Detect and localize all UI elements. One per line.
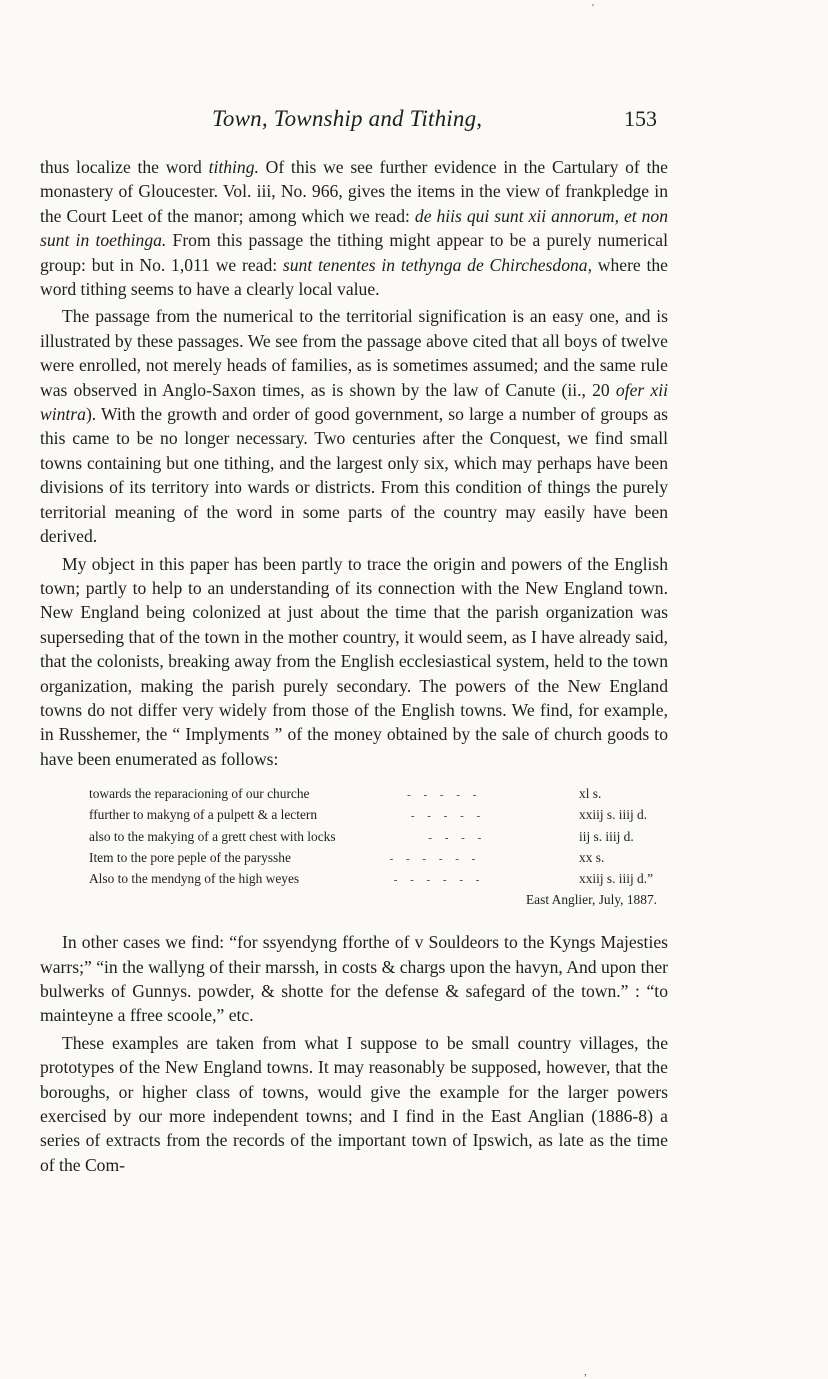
scan-speck: ' <box>592 2 594 14</box>
expense-item <box>89 805 667 826</box>
expense-leader: - - - - - - <box>393 873 485 886</box>
expense-leader: - - - - - - <box>389 852 481 865</box>
paragraph-1-text-3: From this passage the tithing might appear to be a purely numerical group: but in No. 1,011 we read: <box>40 230 668 275</box>
source-citation: East Anglier, July, 1887. <box>525 892 657 908</box>
expense-amount: xxiij s. iiij d.” <box>579 870 654 886</box>
expense-description: also to the makying of a grett chest with locks <box>89 828 336 844</box>
page-number: 153 <box>624 106 657 131</box>
expense-item <box>89 869 667 890</box>
expense-amount: iij s. iiij d. <box>579 828 634 844</box>
paragraph-1-latin-quote: de hiis qui sunt xii annorum, et non sunt in toethinga. <box>40 205 668 251</box>
paragraph-1-text: thus localize the word <box>40 157 209 177</box>
expense-description: Also to the mendyng of the high weyes <box>89 870 300 886</box>
paragraph-1-text-2: Of this we see further evidence in the Cartulary of the monastery of Gloucester. Vol. iii, No. 966, gives the items in the view of frankpledge in the Court Leet of the manor; among which we read: <box>40 157 668 226</box>
expense-description: Item to the pore peple of the parysshe <box>89 849 291 865</box>
expense-leader: - - - - - <box>407 789 482 802</box>
paragraph-1-latin-quote-2: sunt tenentes in tethynga de Chirchesdona, <box>282 254 592 275</box>
expense-leader: - - - - - <box>410 810 486 823</box>
page-body <box>40 155 668 1177</box>
expense-description: towards the reparacioning of our churche <box>89 786 310 802</box>
expense-item <box>89 784 667 805</box>
paragraph-2-text-2: ). With the growth and order of good government, so large a number of groups as this came to be no longer necessary. Two centuries after the Conquest, we find small towns containing but one tithing, and the largest only six, which may perhaps have been divisions of its territory into wards or districts. From this condition of things the purely territorial meaning of the word in some parts of the country may easily have been derived. <box>40 404 668 547</box>
expense-amount: xx s. <box>579 849 605 865</box>
running-title: Town, Township and Tithing, <box>212 106 483 131</box>
paragraph-2-latin-phrase: ofer xii wintra <box>40 379 669 425</box>
page-header <box>0 106 828 136</box>
expense-amount: xl s. <box>579 786 602 802</box>
scan-speck: , <box>584 1366 587 1378</box>
paragraph-2-text: The passage from the numerical to the territorial signification is an easy one, and is illustrated by these passages. We see from the passage above cited that all boys of twelve were enrolled, not merely heads of families, as is sometimes assumed; and the same rule was observed in Anglo-Saxon times, as is shown by the law of Canute (ii., 20 <box>40 306 668 400</box>
expense-list <box>40 784 668 890</box>
paragraph-4: In other cases we find: “for ssyendyng fforthe of v Souldeors to the Kyngs Majesties warrs;” “in the wallyng of their marssh, in costs & chargs upon the havyn, And upon ther bulwerks of Gunnys. powder, & shotte for the defense & safegard of the town.” : “to mainteyne a ffree scoole,” etc. <box>40 932 668 1026</box>
paragraph-1-italic-term: tithing. <box>208 157 259 177</box>
expense-item <box>89 848 667 869</box>
expense-description: ffurther to makyng of a pulpett & a lectern <box>89 807 318 823</box>
paragraph-1-text-4: where the word tithing seems to have a clearly local value. <box>40 254 668 300</box>
paragraph-3: My object in this paper has been partly to trace the origin and powers of the English town; partly to help to an understanding of its connection with the New England town. New England being colonized at just about the time that the parish organization was superseding that of the town in the mother country, it would seem, as I have already said, that the colonists, breaking away from the English ecclesiastical system, held to the town organization, making the parish purely secondary. The powers of the New England towns do not differ very widely from those of the English towns. We find, for example, in Russhemer, the “ Implyments ” of the money obtained by the sale of church goods to have been enumerated as follows: <box>40 553 668 769</box>
expense-leader: - - - - <box>428 831 487 844</box>
expense-amount: xxiij s. iiij d. <box>579 807 648 823</box>
paragraph-2 <box>40 304 668 548</box>
paragraph-5: These examples are taken from what I suppose to be small country villages, the prototypes of the New England towns. It may reasonably be supposed, however, that the boroughs, or higher class of towns, would give the example for the larger powers exercised by our more independent towns; and I find in the East Anglian (1886-8) a series of extracts from the records of the important town of Ipswich, as late as the time of the Com- <box>40 1032 668 1175</box>
expense-item <box>89 827 667 848</box>
paragraph-1 <box>40 155 668 301</box>
